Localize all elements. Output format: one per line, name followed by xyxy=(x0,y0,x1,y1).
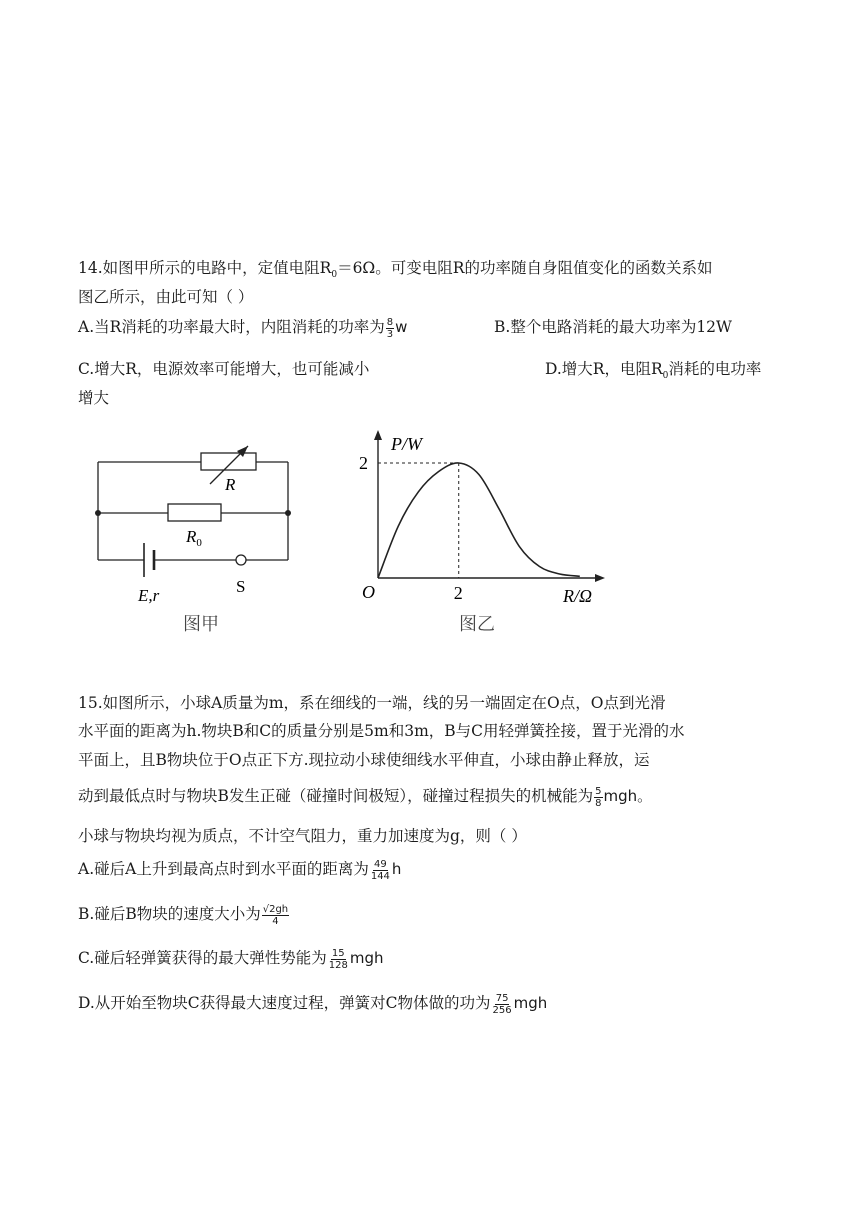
label-emf: E,r xyxy=(138,586,160,605)
q15-stem-line4: 动到最低点时与物块B发生正碰（碰撞时间极短），碰撞过程损失的机械能为 $\frac{5}{8}$ mgh。 xyxy=(78,785,653,809)
variable-resistor-r xyxy=(201,453,256,470)
label-switch: S xyxy=(236,577,246,596)
q15-stem-line2: 水平面的距离为h.物块B和C的质量分别是5m和3m，B与C用轻弹簧拴接，置于光滑的水 xyxy=(78,722,685,740)
q15-stem-line3: 平面上，且B物块位于O点正下方.现拉动小球使细线水平伸直，小球由静止释放，运 xyxy=(78,751,650,769)
y-tick-label: 2 xyxy=(359,453,368,473)
y-axis-label: P/W xyxy=(391,434,422,454)
switch-terminal xyxy=(236,555,246,565)
q15-option-b-fraction: $\frac{√2gh}{4}$ xyxy=(262,903,289,927)
resistor-r0 xyxy=(168,504,221,521)
q15-option-d-fraction: $\frac{75}{256}$ xyxy=(492,992,512,1016)
junction-left xyxy=(95,510,101,516)
y-axis-arrow xyxy=(374,430,382,440)
q15-option-a-fraction: $\frac{49}{144}$ xyxy=(370,858,390,882)
caption-yi: 图乙 xyxy=(459,614,495,634)
q14-stem-line2: 图乙所示，由此可知（ ） xyxy=(78,288,254,306)
power-curve xyxy=(378,463,580,578)
q15-option-c: C.碰后轻弹簧获得的最大弹性势能为 $\frac{15}{128}$ mgh xyxy=(78,947,384,971)
power-resistance-graph xyxy=(355,430,615,640)
label-r0: $R_0$ xyxy=(186,527,202,549)
q15-loss-fraction: $\frac{5}{8}$ xyxy=(595,785,602,809)
x-axis-arrow xyxy=(595,574,605,582)
q15-option-b: B.碰后B物块的速度大小为 $\frac{√2gh}{4}$ xyxy=(78,903,289,927)
q14-option-d: D.增大R，电阻$R_0$消耗的电功率 xyxy=(545,360,762,382)
q15-option-d: D.从开始至物块C获得最大速度过程，弹簧对C物体做的功为 $\frac{75}{256}$ mgh xyxy=(78,992,548,1016)
q14-option-d-continued: 增大 xyxy=(78,389,110,407)
x-axis-label: R/Ω xyxy=(563,586,593,606)
q15-stem-line5: 小球与物块均视为质点，不计空气阻力，重力加速度为g，则（ ） xyxy=(78,827,527,845)
caption-jia: 图甲 xyxy=(183,614,219,634)
q15-option-c-fraction: $\frac{15}{128}$ xyxy=(328,947,348,971)
x-tick-label: 2 xyxy=(453,583,463,603)
circuit-diagram xyxy=(88,440,303,640)
q14-option-b: B.整个电路消耗的最大功率为12W xyxy=(494,318,732,336)
origin-label: O xyxy=(362,582,375,602)
q14-option-c: C.增大R，电源效率可能增大，也可能减小 xyxy=(78,360,370,378)
q15-stem-line1: 15.如图所示，小球A质量为m，系在细线的一端，线的另一端固定在O点，O点到光滑 xyxy=(78,694,666,712)
q15-option-a: A.碰后A上升到最高点时到水平面的距离为 $\frac{49}{144}$ h xyxy=(78,858,402,882)
q14-option-a: A.当R消耗的功率最大时，内阻消耗的功率为 $\frac{8}{3}$ w xyxy=(78,316,408,340)
junction-right xyxy=(285,510,291,516)
q14-option-a-fraction: $\frac{8}{3}$ xyxy=(386,316,394,340)
label-r: R xyxy=(225,475,236,494)
q14-stem-line1: 14.如图甲所示的电路中，定值电阻$R_0=6\Omega$。可变电阻R的功率随自身阻值变化的函数关系如 xyxy=(78,259,713,281)
